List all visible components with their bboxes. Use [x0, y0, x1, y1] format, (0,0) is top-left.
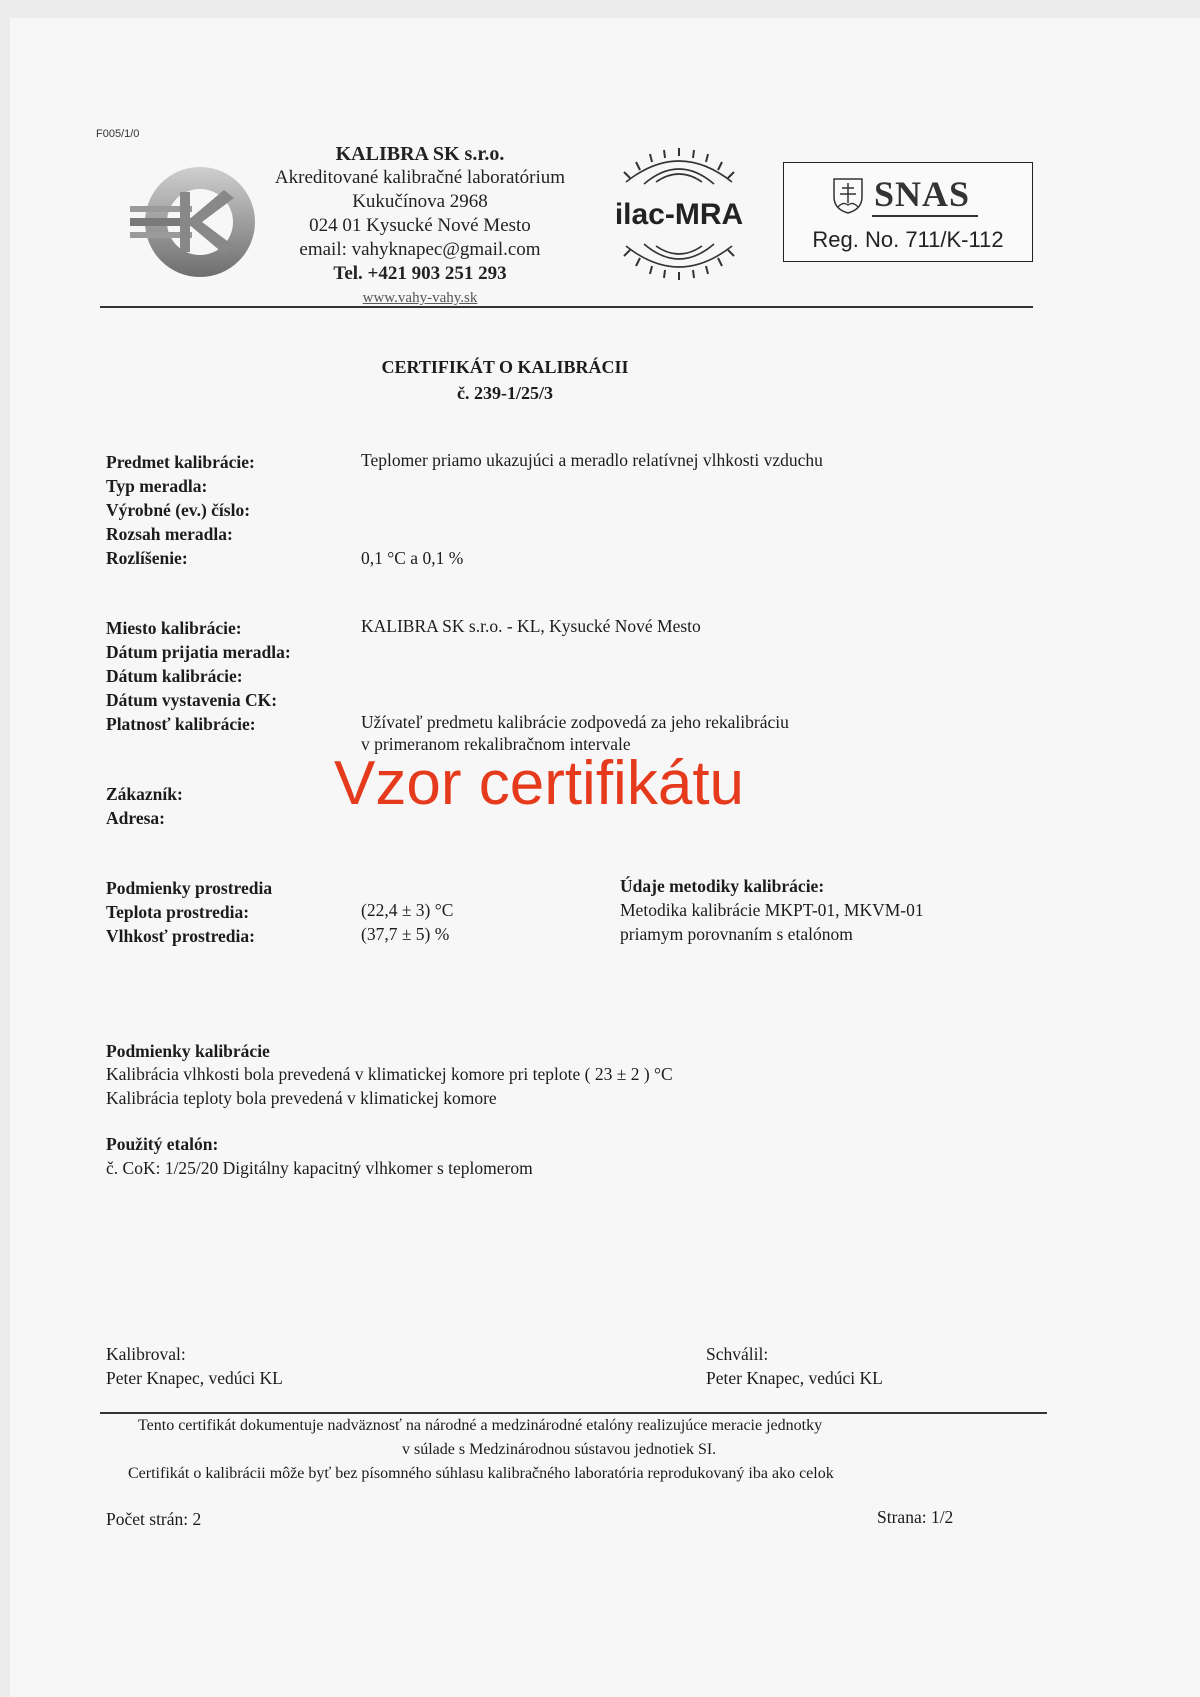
approved-by-label: Schválil: [706, 1344, 769, 1364]
resolution-value: 0,1 °C a 0,1 % [361, 548, 464, 568]
company-city: 024 01 Kysucké Nové Mesto [309, 215, 531, 236]
footer-line-3: Certifikát o kalibrácii môže byť bez písomného súhlasu kalibračného laboratória reprodukovaný iba ako celok [128, 1465, 834, 1482]
calibration-date-label: Dátum kalibrácie: [106, 666, 243, 686]
humidity-label: Vlhkosť prostredia: [106, 926, 255, 946]
temperature-label: Teplota prostredia: [106, 902, 250, 922]
company-website-link[interactable]: www.vahy-vahy.sk [362, 290, 478, 306]
place-label: Miesto kalibrácie: [106, 618, 242, 638]
kalibra-logo-icon [128, 162, 258, 282]
slovak-coat-of-arms-icon [832, 177, 864, 215]
footer-line-1: Tento certifikát dokumentuje nadväznosť na národné a medzinárodné etalóny realizujúce meracie jednotky [138, 1417, 823, 1434]
subject-label: Predmet kalibrácie: [106, 452, 255, 472]
company-name: KALIBRA SK s.r.o. [335, 143, 505, 165]
page-count: Počet strán: 2 [106, 1509, 202, 1529]
snas-wordmark: SNAS [874, 174, 971, 214]
certificate-number: č. 239-1/25/3 [457, 383, 553, 403]
temperature-value: (22,4 ± 3) °C [361, 900, 454, 920]
ilac-mra-logo-icon [604, 142, 754, 287]
method-line-1: Metodika kalibrácie MKPT-01, MKVM-01 [620, 900, 924, 920]
company-phone: Tel. +421 903 251 293 [333, 263, 507, 284]
resolution-label: Rozlíšenie: [106, 548, 188, 568]
place-value: KALIBRA SK s.r.o. - KL, Kysucké Nové Mesto [361, 616, 701, 636]
issue-date-label: Dátum vystavenia CK: [106, 690, 278, 710]
lab-name: Akreditované kalibračné laboratórium [274, 167, 566, 188]
approved-by-name: Peter Knapec, vedúci KL [706, 1368, 883, 1388]
validity-label: Platnosť kalibrácie: [106, 714, 256, 734]
snas-underline [872, 215, 978, 217]
header-divider [100, 306, 1033, 308]
received-date-label: Dátum prijatia meradla: [106, 642, 291, 662]
type-label: Typ meradla: [106, 476, 208, 496]
snas-registration: Reg. No. 711/K-112 [812, 227, 1004, 252]
page-number: Strana: 1/2 [877, 1507, 954, 1527]
snas-accreditation-box [783, 162, 1033, 262]
conditions-line-2: Kalibrácia teploty bola prevedená v klimatickej komore [106, 1088, 497, 1108]
company-block [260, 142, 580, 310]
environment-heading: Podmienky prostredia [106, 878, 273, 898]
conditions-heading: Podmienky kalibrácie [106, 1041, 270, 1061]
certificate-title-main: CERTIFIKÁT O KALIBRÁCII [381, 357, 629, 377]
standard-line-1: č. CoK: 1/25/20 Digitálny kapacitný vlhkomer s teplomerom [106, 1158, 533, 1178]
company-street: Kukučínova 2968 [352, 191, 488, 212]
certificate-title [370, 354, 640, 406]
form-code: F005/1/0 [96, 128, 140, 140]
address-label: Adresa: [106, 808, 165, 828]
serial-number-label: Výrobné (ev.) číslo: [106, 500, 251, 520]
method-line-2: priamym porovnaním s etalónom [620, 924, 853, 944]
ilac-text: ilac-MRA [614, 198, 744, 231]
conditions-line-1: Kalibrácia vlhkosti bola prevedená v klimatickej komore pri teplote ( 23 ± 2 ) °C [106, 1064, 673, 1084]
subject-value: Teplomer priamo ukazujúci a meradlo relatívnej vlhkosti vzduchu [361, 450, 823, 470]
footer-divider [100, 1412, 1047, 1414]
validity-line-1: Užívateľ predmetu kalibrácie zodpovedá za jeho rekalibráciu [361, 712, 789, 732]
method-heading: Údaje metodiky kalibrácie: [620, 876, 825, 896]
footer-line-2: v súlade s Medzinárodnou sústavou jednotiek SI. [402, 1441, 717, 1458]
standard-heading: Použitý etalón: [106, 1134, 219, 1154]
validity-line-2: v primeranom rekalibračnom intervale [361, 734, 631, 754]
sample-watermark: Vzor certifikátu [334, 749, 745, 818]
humidity-value: (37,7 ± 5) % [361, 924, 450, 944]
calibrated-by-name: Peter Knapec, vedúci KL [106, 1368, 283, 1388]
customer-label: Zákazník: [106, 784, 183, 804]
range-label: Rozsah meradla: [106, 524, 233, 544]
calibrated-by-label: Kalibroval: [106, 1344, 186, 1364]
company-email: email: vahyknapec@gmail.com [299, 239, 541, 260]
